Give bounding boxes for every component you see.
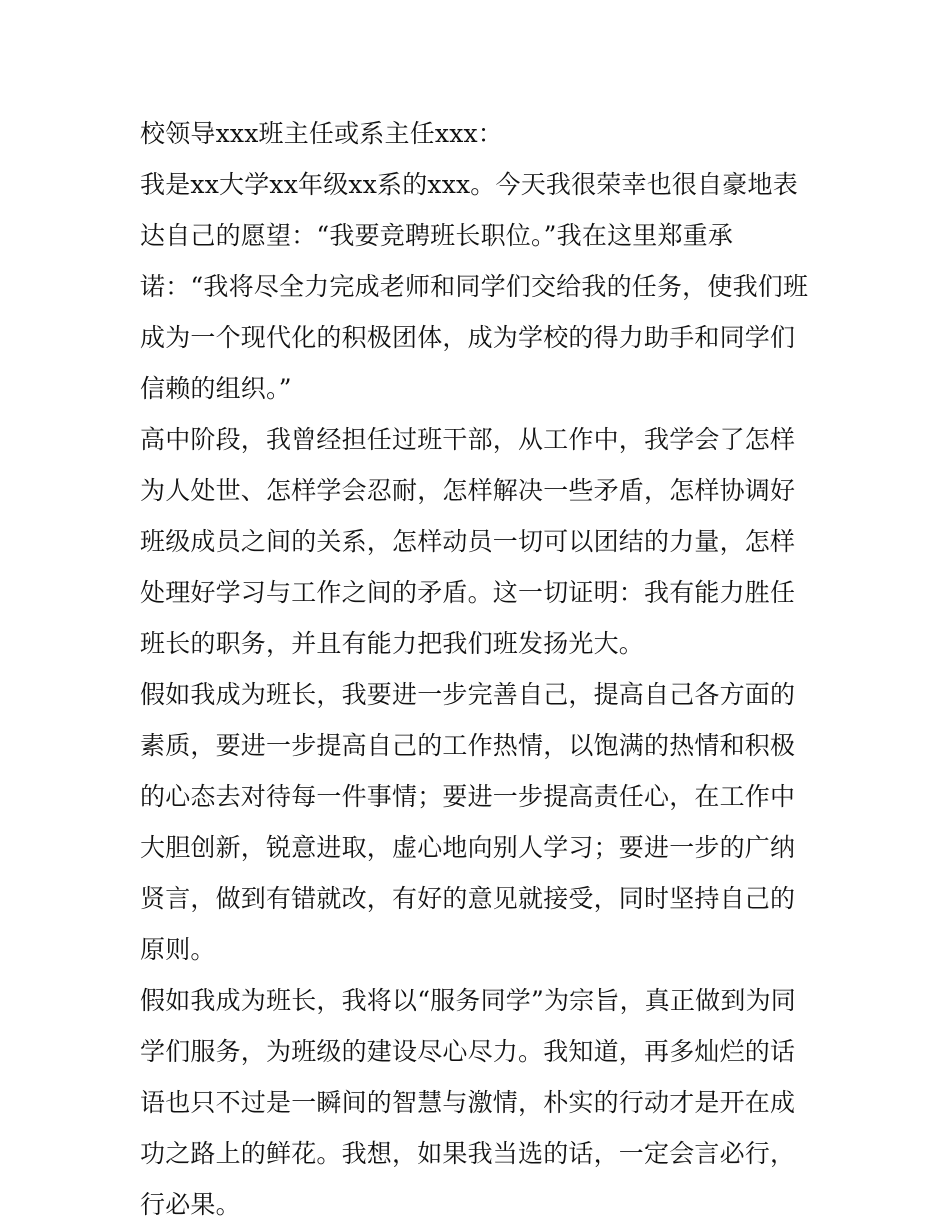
document-body — [140, 108, 820, 1230]
service-paragraph: 假如我成为班长，我将以“服务同学”为宗旨，真正做到为同学们服务，为班级的建设尽心尽力。我知道，再多灿烂的话语也只不过是一瞬间的智慧与激情，朴实的行动才是开在成功之路上的鲜花。我想，如果我当选的话，一定会言必行，行必果。 — [140, 986, 796, 1219]
experience-paragraph: 高中阶段，我曾经担任过班干部，从工作中，我学会了怎样为人处世、怎样学会忍耐，怎样解决一些矛盾，怎样协调好班级成员之间的关系，怎样动员一切可以团结的力量，怎样处理好学习与工作之间的矛盾。这一切证明：我有能力胜任班长的职务，并且有能力把我们班发扬光大。 — [140, 425, 796, 658]
salutation-paragraph: 校领导xxx班主任或系主任xxx： — [140, 119, 503, 148]
plan-paragraph: 假如我成为班长，我要进一步完善自己，提高自己各方面的素质，要进一步提高自己的工作热情，以饱满的热情和积极的心态去对待每一件事情；要进一步提高责任心，在工作中大胆创新，锐意进取，虚心地向别人学习；要进一步的广纳贤言，做到有错就改，有好的意见就接受，同时坚持自己的原则。 — [140, 680, 796, 964]
intro-paragraph: 我是xx大学xx年级xx系的xxx。今天我很荣幸也很自豪地表达自己的愿望：“我要竞聘班长职位。”我在这里郑重承诺：“我将尽全力完成老师和同学们交给我的任务，使我们班成为一个现代化的积极团体，成为学校的得力助手和同学们信赖的组织。” — [140, 170, 809, 403]
